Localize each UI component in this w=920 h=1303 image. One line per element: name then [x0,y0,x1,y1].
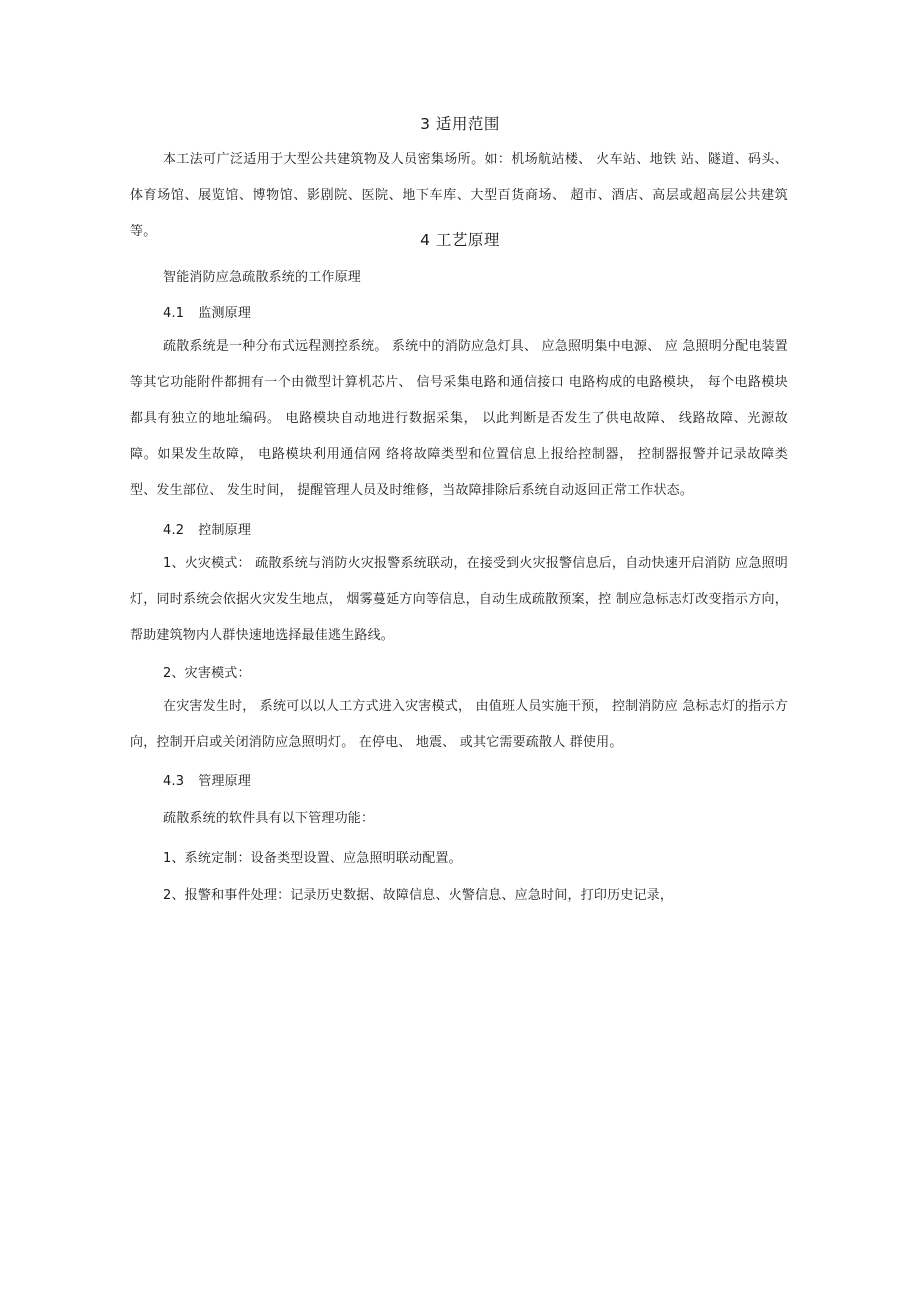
section-4-1-heading [163,302,251,321]
disaster-mode-heading: 2、灾害模式： [163,666,251,681]
section-4-1-body: 疏散系统是一种分布式远程测控系统。 系统中的消防应急灯具、 应急照明集中电源、 应 急照明分配电装置等其它功能附件都拥有一个由微型计算机芯片、 信号采集电路和通信接口 电路构成的电路模块， 每个电路模块都具有独立的地址编码。 电路模块自动地进行数据采集， 以此判断是否发生了供电故障、 线路故障、光源故障。如果发生故障， 电路模块利用通信网 络将故障类型和位置信息上报给控制器， 控制器报警并记录故障类型、发生部位、 发生时间， 提醒管理人员及时维修，当故障排除后系统自动返回正常工作状态。 [130,339,788,498]
fire-mode-paragraph: 1、火灾模式： 疏散系统与消防火灾报警系统联动，在接受到火灾报警信息后，自动快速开启消防 应急照明灯，同时系统会依据火灾发生地点， 烟雾蔓延方向等信息，自动生成疏散预案，控 制应急标志灯改变指示方向，帮助建筑物内人群快速地选择最佳逃生路线。 [130,556,788,643]
section-number: 4.1 [163,306,185,321]
section-4-3-intro: 疏散系统的软件具有以下管理功能： [163,811,375,826]
section-number: 4.3 [163,774,185,789]
section-4-intro: 智能消防应急疏散系统的工作原理 [163,270,362,285]
section-3-body: 本工法可广泛适用于大型公共建筑物及人员密集场所。如：机场航站楼、 火车站、地铁 站、隧道、码头、体育场馆、展览馆、博物馆、影剧院、医院、地下车库、大型百货商场、 超市、酒店、高层或超高层公共建筑等。 [130,152,788,239]
section-title: 管理原理 [198,774,252,789]
disaster-mode-paragraph: 在灾害发生时， 系统可以以人工方式进入灾害模式， 由值班人员实施干预， 控制消防应 急标志灯的指示方向，控制开启或关闭消防应急照明灯。 在停电、 地震、 或其它需要疏散人 群使用。 [130,699,788,750]
section-4-heading: 4 工艺原理 [420,231,500,249]
section-4-2-heading [163,519,251,538]
section-number: 4.2 [163,523,185,538]
section-title: 控制原理 [198,523,252,538]
section-4-3-heading [163,770,251,789]
management-item-1: 1、系统定制：设备类型设置、应急照明联动配置。 [163,851,462,866]
section-title: 监测原理 [198,306,252,321]
section-3-heading: 3 适用范围 [420,115,500,133]
management-item-2: 2、报警和事件处理：记录历史数据、故障信息、火警信息、应急时间，打印历史记录， [163,888,674,903]
